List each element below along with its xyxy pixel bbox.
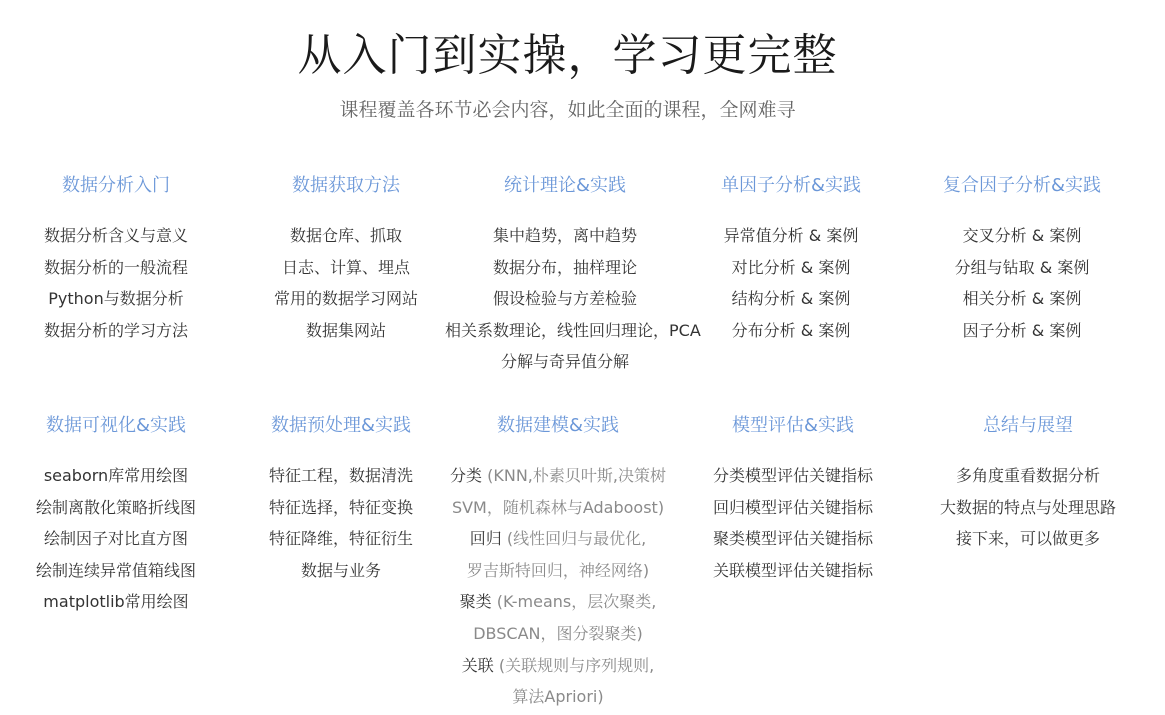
module-heading: 复合因子分析&实践 [942, 175, 1102, 196]
list-item: 绘制因子对比直方图 [43, 529, 188, 549]
item-lead: 聚类 [459, 592, 492, 612]
list-item: 因子分析 & 案例 [962, 320, 1082, 340]
list-item: 数据与业务 [300, 560, 381, 580]
list-item: 绘制连续异常值箱线图 [35, 560, 196, 580]
list-item: 接下来，可以做更多 [955, 529, 1100, 549]
item-detail: DBSCAN，图分裂聚类) [473, 623, 643, 643]
item-detail: 算法Apriori) [512, 687, 604, 707]
module-visualization [0, 414, 236, 618]
module-heading: 数据分析入门 [62, 175, 170, 196]
module-single-factor [671, 174, 911, 346]
item-detail: 罗吉斯特回归，神经网络) [466, 560, 650, 580]
list-item: 数据分布，抽样理论 [492, 257, 637, 277]
module-heading: 数据获取方法 [292, 175, 400, 196]
list-item [438, 523, 678, 555]
list-item: 假设检验与方差检验 [492, 289, 637, 309]
list-item [438, 460, 678, 492]
list-item [438, 650, 678, 682]
list-item [438, 492, 678, 524]
module-compound-factor [902, 174, 1142, 346]
module-modeling [438, 414, 678, 713]
module-heading: 统计理论&实践 [503, 175, 627, 196]
list-item: 相关分析 & 案例 [962, 289, 1082, 309]
module-heading: 模型评估&实践 [731, 415, 855, 436]
module-heading: 单因子分析&实践 [720, 175, 862, 196]
list-item: 数据分析的学习方法 [43, 320, 188, 340]
module-list [0, 220, 236, 346]
item-detail: (关联规则与序列规则, [493, 655, 655, 675]
item-lead: 关联 [461, 655, 494, 675]
list-item: 分组与钻取 & 案例 [954, 257, 1090, 277]
list-item: 交叉分析 & 案例 [962, 226, 1082, 245]
list-item: 分类模型评估关键指标 [712, 466, 873, 485]
list-item: 数据分析含义与意义 [43, 226, 188, 245]
module-heading: 总结与展望 [983, 415, 1073, 436]
list-item: 数据集网站 [305, 320, 386, 340]
module-list [673, 460, 913, 586]
list-item: 多角度重看数据分析 [955, 466, 1100, 485]
page-title: 从入门到实操，学习更完整 [297, 30, 838, 81]
list-item: 相关系数理论，线性回归理论，PCA [445, 320, 701, 340]
list-item: 异常值分析 & 案例 [723, 226, 859, 245]
list-item: seaborn库常用绘图 [43, 466, 189, 485]
module-heading: 数据建模&实践 [496, 415, 620, 436]
module-list [902, 220, 1142, 346]
module-heading: 数据可视化&实践 [45, 415, 187, 436]
list-item: 对比分析 & 案例 [731, 257, 851, 277]
list-item: matplotlib常用绘图 [43, 592, 189, 612]
list-item: 结构分析 & 案例 [731, 289, 851, 309]
item-detail: SVM，随机森林与Adaboost) [451, 497, 665, 517]
list-item: 数据仓库、抓取 [289, 226, 402, 245]
module-statistics-theory [445, 174, 701, 378]
item-lead: 分类 [450, 466, 483, 485]
list-item: 常用的数据学习网站 [273, 289, 418, 309]
module-data-analysis-intro [0, 174, 236, 346]
module-list [671, 220, 911, 346]
list-item: 数据分析的一般流程 [43, 257, 188, 277]
page-subtitle: 课程覆盖各环节必会内容，如此全面的课程，全网难寻 [339, 99, 796, 121]
list-item [438, 618, 678, 650]
item-detail: (线性回归与最优化, [501, 529, 647, 549]
list-item [438, 555, 678, 587]
item-lead: 回归 [469, 529, 502, 549]
list-item: 集中趋势，离中趋势 [492, 226, 637, 245]
list-item [438, 681, 678, 713]
list-item: 聚类模型评估关键指标 [712, 529, 873, 549]
item-detail: (KNN,朴素贝叶斯,决策树 [482, 466, 666, 485]
list-item: 特征选择，特征变换 [268, 497, 413, 517]
list-item: 绘制离散化策略折线图 [35, 497, 196, 517]
list-item: 特征降维，特征衍生 [268, 529, 413, 549]
list-item: 分布分析 & 案例 [731, 320, 851, 340]
list-item: 大数据的特点与处理思路 [939, 497, 1116, 517]
module-list [438, 460, 678, 713]
module-heading: 数据预处理&实践 [270, 415, 412, 436]
module-list [0, 460, 236, 618]
list-item: 回归模型评估关键指标 [712, 497, 873, 517]
list-item: 特征工程，数据清洗 [268, 466, 413, 485]
module-list [226, 220, 466, 346]
list-item: Python与数据分析 [48, 289, 184, 309]
list-item: 关联模型评估关键指标 [712, 560, 873, 580]
list-item: 分解与奇异值分解 [500, 352, 629, 372]
module-list [445, 220, 701, 378]
list-item: 日志、计算、埋点 [281, 257, 410, 277]
module-data-acquisition [226, 174, 466, 346]
item-detail: (K-means，层次聚类, [491, 592, 657, 612]
module-preprocessing [221, 414, 461, 586]
module-summary [908, 414, 1148, 555]
module-model-evaluation [673, 414, 913, 586]
module-list [908, 460, 1148, 555]
list-item [438, 586, 678, 618]
module-list [221, 460, 461, 586]
